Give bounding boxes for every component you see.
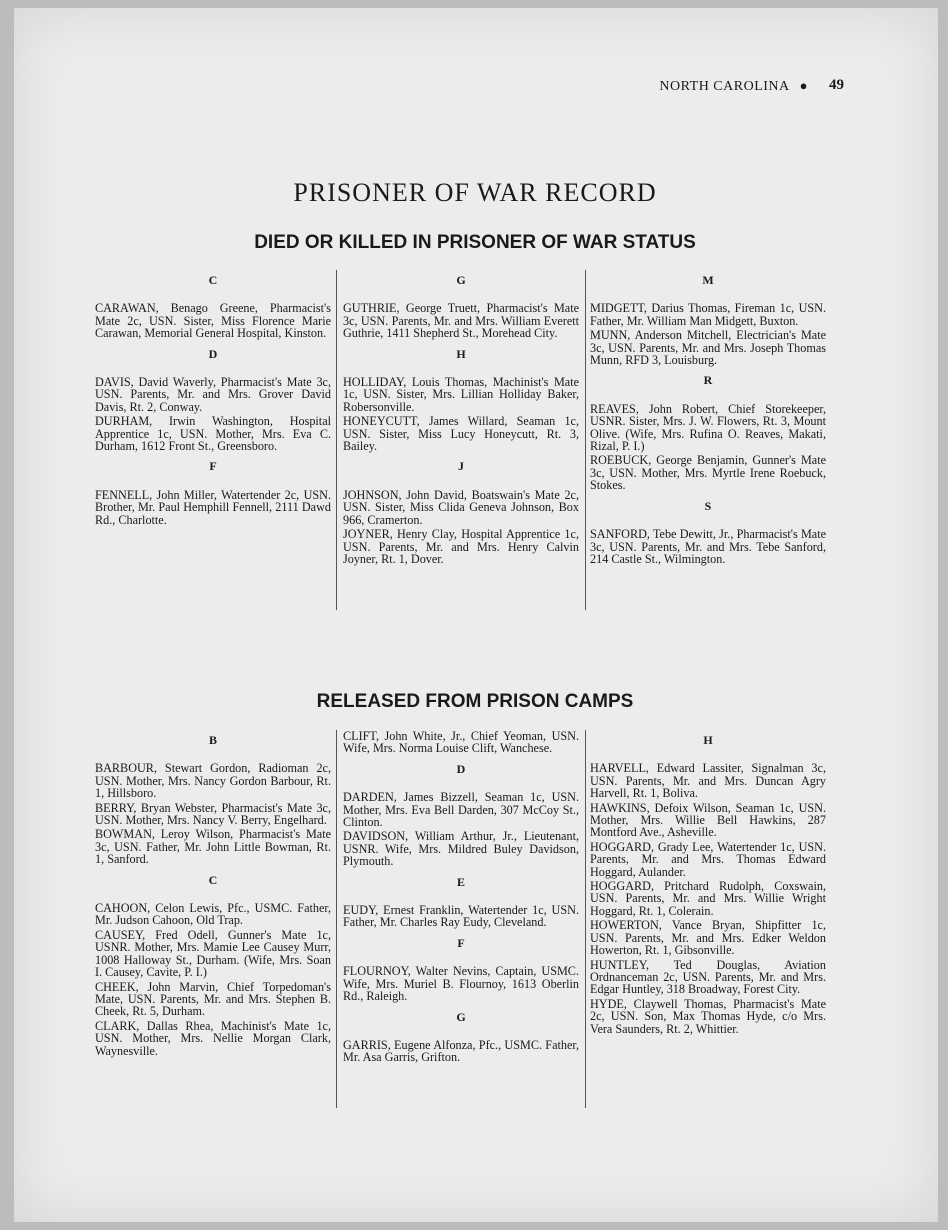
record-entry: GARRIS, Eugene Alfonza, Pfc., USMC. Father, Mr. Asa Garris, Grifton. bbox=[343, 1037, 579, 1065]
record-entry: HOGGARD, Grady Lee, Watertender 1c, USN. Parents, Mr. and Mrs. Thomas Edward Hoggard, Aulander. bbox=[590, 839, 826, 879]
record-entry: MUNN, Anderson Mitchell, Electrician's Mate 3c, USN. Parents, Mr. and Mrs. Joseph Thomas Munn, RFD 3, Louisburg. bbox=[590, 328, 826, 368]
record-entry: DAVIDSON, William Arthur, Jr., Lieutenant, USNR. Wife, Mrs. Mildred Buley Davidson, Plymouth. bbox=[343, 829, 579, 869]
record-entry: DAVIS, David Waverly, Pharmacist's Mate 3c, USN. Parents, Mr. and Mrs. Grover David Davis, Rt. 2, Conway. bbox=[95, 375, 331, 414]
letter-heading: F bbox=[457, 935, 465, 950]
record-entry: CHEEK, John Marvin, Chief Torpedoman's Mate, USN. Parents, Mr. and Mrs. Stephen B. Cheek, Rt. 5, Durham. bbox=[95, 979, 331, 1019]
record-entry: JOHNSON, John David, Boatswain's Mate 2c, USN. Sister, Miss Clida Geneva Johnson, Box 966, Cramerton. bbox=[343, 487, 579, 527]
record-entry: CLARK, Dallas Rhea, Machinist's Mate 1c, USN. Mother, Mrs. Nellie Morgan Clark, Waynesville. bbox=[95, 1018, 331, 1058]
letter-heading: G bbox=[456, 273, 466, 287]
running-head-bullet: ● bbox=[799, 78, 808, 93]
letter-heading: G bbox=[456, 1009, 466, 1024]
record-entry: REAVES, John Robert, Chief Storekeeper, USNR. Sister, Mrs. J. W. Flowers, Rt. 3, Mount Olive. (Wife, Mrs. Rufina O. Reaves, Makati, Rizal, P. I.) bbox=[590, 401, 826, 454]
letter-heading: C bbox=[208, 872, 218, 887]
record-entry: FENNELL, John Miller, Watertender 2c, USN. Brother, Mr. Paul Hemphill Fennell, 2111 Dawd Rd., Charlotte. bbox=[95, 487, 331, 527]
letter-heading: D bbox=[208, 346, 218, 361]
document-page bbox=[14, 8, 938, 1222]
record-entry: HAWKINS, Defoix Wilson, Seaman 1c, USN. Mother, Mrs. Willie Bell Hawkins, 287 Montford Ave., Asheville. bbox=[590, 800, 826, 840]
record-entry: BOWMAN, Leroy Wilson, Pharmacist's Mate 3c, USN. Father, Mr. John Little Bowman, Rt. 1, Sanford. bbox=[95, 827, 331, 867]
record-entry: HARVELL, Edward Lassiter, Signalman 3c, USN. Parents, Mr. and Mrs. Duncan Agry Harvell, Rt. 1, Boliva. bbox=[590, 761, 826, 801]
running-head-state: NORTH CAROLINA bbox=[659, 79, 790, 94]
record-entry: HOLLIDAY, Louis Thomas, Machinist's Mate 1c, USN. Sister, Mrs. Lillian Holliday Baker, Robersonville. bbox=[343, 375, 579, 414]
record-entry: HONEYCUTT, James Willard, Seaman 1c, USN. Sister, Miss Lucy Honeycutt, Rt. 3, Bailey. bbox=[343, 414, 579, 454]
record-entry: SANFORD, Tebe Dewitt, Jr., Pharmacist's Mate 3c, USN. Parents, Mr. and Mrs. Tebe Sanford, 214 Castle St., Wilmington. bbox=[590, 527, 826, 566]
letter-heading: J bbox=[458, 459, 464, 474]
record-entry: GUTHRIE, George Truett, Pharmacist's Mate 3c, USN. Parents, Mr. and Mrs. William Everett Guthrie, 1411 Shepherd St., Morehead City. bbox=[343, 301, 579, 341]
record-entry: MIDGETT, Darius Thomas, Fireman 1c, USN. Father, Mr. William Man Midgett, Buxton. bbox=[590, 301, 826, 328]
record-entry: BARBOUR, Stewart Gordon, Radioman 2c, USN. Mother, Mrs. Nancy Gordon Barbour, Rt. 1, Hillsboro. bbox=[95, 761, 331, 801]
letter-heading: F bbox=[209, 459, 217, 474]
released-column-1 bbox=[95, 730, 331, 1108]
letter-heading: C bbox=[208, 273, 218, 287]
died-column-2 bbox=[336, 270, 586, 610]
page-number: 49 bbox=[829, 77, 844, 93]
letter-heading: S bbox=[704, 498, 712, 513]
released-column-2 bbox=[336, 730, 586, 1108]
record-entry: CLIFT, John White, Jr., Chief Yeoman, USN. Wife, Mrs. Norma Louise Clift, Wanchese. bbox=[343, 729, 579, 756]
letter-heading: H bbox=[703, 733, 713, 747]
died-column-1 bbox=[95, 270, 331, 610]
letter-heading: R bbox=[703, 373, 713, 388]
record-entry: HYDE, Claywell Thomas, Pharmacist's Mate 2c, USN. Son, Max Thomas Hyde, c/o Mrs. Vera Saunders, Rt. 2, Whittier. bbox=[590, 996, 826, 1036]
letter-heading: E bbox=[456, 874, 465, 889]
record-entry: CARAWAN, Benago Greene, Pharmacist's Mate 2c, USN. Sister, Miss Florence Marie Carawan, Memorial General Hospital, Kinston. bbox=[95, 301, 331, 341]
record-entry: CAHOON, Celon Lewis, Pfc., USMC. Father, Mr. Judson Cahoon, Old Trap. bbox=[95, 901, 331, 928]
page-title: PRISONER OF WAR RECORD bbox=[293, 178, 657, 207]
record-entry: CAUSEY, Fred Odell, Gunner's Mate 1c, USNR. Mother, Mrs. Mamie Lee Causey Murr, 1008 Halloway St., Durham. (Wife, Mrs. Soan I. Causey, Cavite, P. I.) bbox=[95, 927, 331, 980]
section-title-released: RELEASED FROM PRISON CAMPS bbox=[316, 691, 634, 712]
record-entry: ROEBUCK, George Benjamin, Gunner's Mate 3c, USN. Mother, Mrs. Myrtle Irene Roebuck, Stokes. bbox=[590, 453, 826, 493]
record-entry: JOYNER, Henry Clay, Hospital Apprentice 1c, USN. Parents, Mr. and Mrs. Henry Calvin Joyner, Rt. 1, Dover. bbox=[343, 527, 579, 566]
record-entry: DARDEN, James Bizzell, Seaman 1c, USN. Mother, Mrs. Eva Bell Darden, 307 McCoy St., Clinton. bbox=[343, 790, 579, 830]
section-title-died: DIED OR KILLED IN PRISONER OF WAR STATUS bbox=[254, 232, 696, 253]
record-entry: FLOURNOY, Walter Nevins, Captain, USMC. Wife, Mrs. Muriel B. Flournoy, 1613 Oberlin Rd., Raleigh. bbox=[343, 964, 579, 1004]
released-column-3 bbox=[590, 730, 826, 1108]
letter-heading: B bbox=[208, 733, 217, 747]
record-entry: HOGGARD, Pritchard Rudolph, Coxswain, USN. Parents, Mr. and Mrs. Willie Wright Hoggard, Rt. 1, Colerain. bbox=[590, 879, 826, 918]
record-entry: DURHAM, Irwin Washington, Hospital Apprentice 1c, USN. Mother, Mrs. Eva C. Durham, 1612 Front St., Greensboro. bbox=[95, 414, 331, 454]
record-entry: EUDY, Ernest Franklin, Watertender 1c, USN. Father, Mr. Charles Ray Eudy, Cleveland. bbox=[343, 903, 579, 930]
record-entry: BERRY, Bryan Webster, Pharmacist's Mate 3c, USN. Mother, Mrs. Nancy V. Berry, Engelhard. bbox=[95, 800, 331, 828]
running-head bbox=[659, 78, 818, 95]
letter-heading: H bbox=[456, 346, 466, 361]
record-entry: HOWERTON, Vance Bryan, Shipfitter 1c, USN. Parents, Mr. and Mrs. Edker Weldon Howerton, Rt. 1, Gibsonville. bbox=[590, 918, 826, 958]
letter-heading: M bbox=[702, 273, 714, 287]
died-column-3 bbox=[590, 270, 826, 610]
letter-heading: D bbox=[456, 761, 466, 776]
record-entry: HUNTLEY, Ted Douglas, Aviation Ordnanceman 2c, USN. Parents, Mr. and Mrs. Edgar Huntley, 318 Broadway, Forest City. bbox=[590, 957, 826, 997]
